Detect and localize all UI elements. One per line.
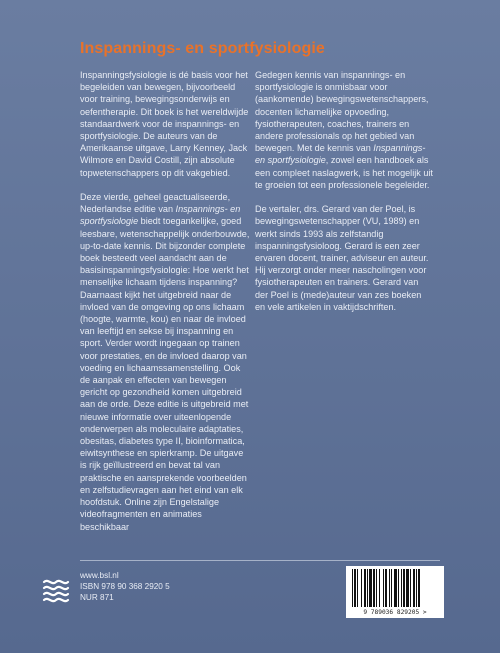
left-column — [80, 69, 250, 545]
isbn: ISBN 978 90 368 2920 5 — [80, 582, 170, 591]
book-title: Inspannings- en sportfysiologie — [80, 40, 325, 57]
barcode-bars-icon — [350, 569, 440, 609]
publisher-info — [80, 570, 170, 603]
barcode-digits: 9 789036 829205 > — [363, 609, 427, 616]
barcode — [346, 566, 444, 618]
book-title-italic: Inspannings- en sportfysiologie — [255, 143, 426, 166]
publisher-website: www.bsl.nl — [80, 571, 119, 580]
book-title-italic: Inspannings- en sportfysiologie — [80, 204, 241, 227]
bsl-logo-icon — [40, 572, 72, 608]
edition-paragraph: Deze vierde, geheel geactualiseerde, Nederlandse editie van Inspannings- en sportfysiologie biedt toegankelijke, goed leesbare, wetenschappelijk onderbouwde, up-to-date kennis. Dit bijzonder complete boek besteedt veel aandacht aan de basisinspanningsfysiologie: Hoe werkt het menselijke lichaam tijdens inspanning? Daarnaast kijkt het uitgebreid naar de invloed van de omgeving op ons lichaam (hoogte, warmte, kou) en naar de invloed van leeftijd en sekse bij inspanning en sport. Verder wordt ingegaan op trainen voor prestaties, en de invloed daarop van voeding en lichaamssamenstelling. Ook de aanpak en effecten van bewegen gericht op gezondheid komen uitgebreid aan de orde. Deze editie is uitgebreid met nieuwe informatie over uiteenlopende onderwerpen als moleculaire adaptaties, obesitas, diabetes type II, bioinformatica, eiwitsynthese en spierkramp. De uitgave is rijk geïllustreerd en bevat tal van praktische en aansprekende voorbeelden en zelfstudievragen aan het eind van elk hoofdstuk. Online zijn Engelstalige videofragmenten en animaties beschikbaar — [80, 192, 250, 532]
intro-paragraph: Inspanningsfysiologie is dé basis voor het begeleiden van bewegen, bijvoorbeeld voor training, bewegingsonderwijs en oefentherapie. Dit boek is het wereldwijde standaardwerk voor de inspannings- en sportfysiologie. De auteurs van de Amerikaanse uitgave, Larry Kenney, Jack Wilmore en David Costill, zijn absolute topwetenschappers op dit vakgebied. — [80, 70, 249, 178]
audience-paragraph: Gedegen kennis van inspannings- en sportfysiologie is onmisbaar voor (aankomende) bewegingswetenschappers, docenten lichamelijke opvoeding, fysiotherapeuten, coaches, trainers en andere professionals op het gebied van bewegen. Met de kennis van Inspannings- en sportfysiologie, zowel een handboek als een compleet naslagwerk, is het mogelijk uit te groeien tot een professionele begeleider. — [255, 70, 433, 190]
nur-code: NUR 871 — [80, 593, 114, 602]
bottom-divider — [80, 560, 440, 561]
translator-paragraph: De vertaler, drs. Gerard van der Poel, is bewegingswetenschapper (VU, 1989) en werkt sinds 1993 als zelfstandig inspanningsfysioloog. Gerard is een zeer ervaren docent, trainer, adviseur en auteur. Hij verzorgt onder meer nascholingen voor fysiotherapeuten en trainers. Gerard van der Poel is (mede)auteur van zes boeken en vele artikelen in vaktijdschriften. — [255, 204, 429, 312]
right-column — [255, 69, 433, 325]
